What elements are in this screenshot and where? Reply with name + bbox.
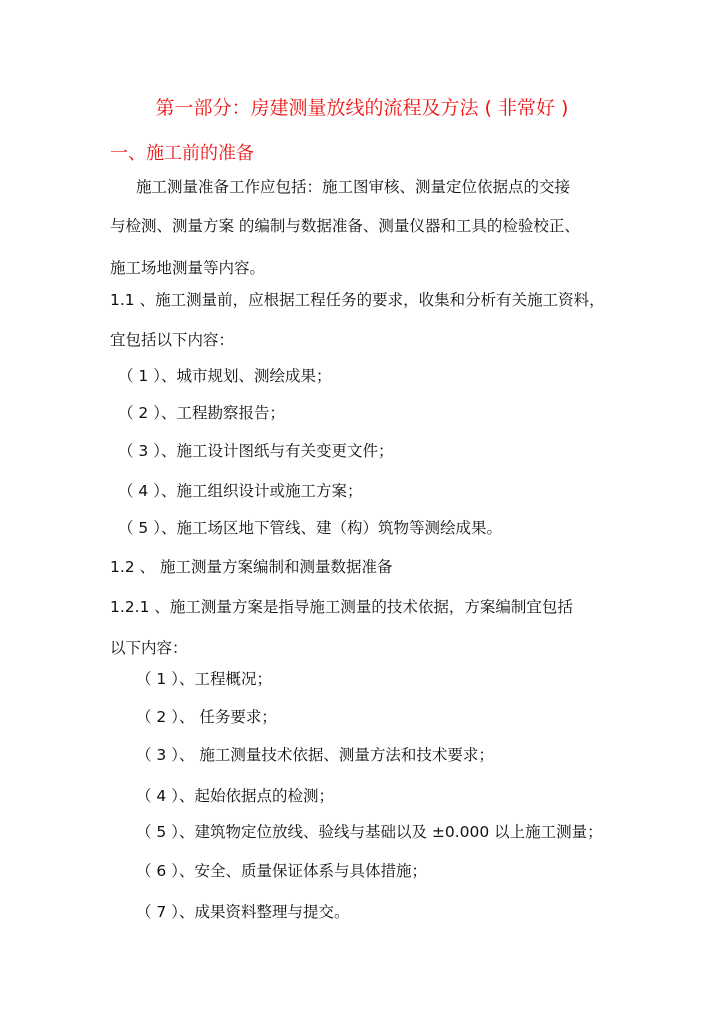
clause-1-1-line-2: 宜包括以下内容：	[110, 331, 235, 349]
section-heading: 一、施工前的准备	[110, 143, 254, 164]
list-item: （ 4 ）、起始依据点的检测；	[136, 787, 334, 805]
list-item: （ 5 ）、施工场区地下管线、建（构）筑物等测绘成果。	[118, 519, 502, 537]
intro-line-2: 与检测、测量方案 的编制与数据准备、测量仪器和工具的检验校正、	[110, 217, 580, 235]
list-item: （ 4 ）、施工组织设计或施工方案；	[118, 482, 363, 500]
list-item: （ 3 ）、 施工测量技术依据、测量方法和技术要求；	[136, 746, 494, 764]
page-title: 第一部分：房建测量放线的流程及方法 ( 非常好 )	[155, 97, 569, 119]
list-item: （ 2 ）、 任务要求；	[136, 708, 277, 726]
list-item: （ 1 ）、工程概况；	[136, 670, 272, 688]
clause-1-2-heading: 1.2 、 施工测量方案编制和测量数据准备	[110, 558, 393, 576]
intro-line-3: 施工场地测量等内容。	[110, 259, 266, 277]
intro-line-1: 施工测量准备工作应包括：施工图审核、测量定位依据点的交接	[136, 178, 571, 196]
clause-1-1-line-1: 1.1 、施工测量前，应根据工程任务的要求，收集和分析有关施工资料，	[110, 291, 605, 309]
list-item: （ 5 ）、建筑物定位放线、验线与基础以及 ±0.000 以上施工测量；	[136, 823, 603, 841]
list-item: （ 2 ）、工程勘察报告；	[118, 404, 285, 422]
list-item: （ 1 ）、城市规划、测绘成果；	[118, 367, 332, 385]
list-item: （ 6 ）、安全、质量保证体系与具体措施；	[136, 862, 427, 880]
clause-1-2-1-line-1: 1.2.1 、施工测量方案是指导施工测量的技术依据，方案编制宜包括	[110, 598, 573, 616]
list-item: （ 7 ）、成果资料整理与提交。	[136, 903, 350, 921]
list-item: （ 3 ）、施工设计图纸与有关变更文件；	[118, 442, 394, 460]
clause-1-2-1-line-2: 以下内容：	[110, 639, 188, 657]
